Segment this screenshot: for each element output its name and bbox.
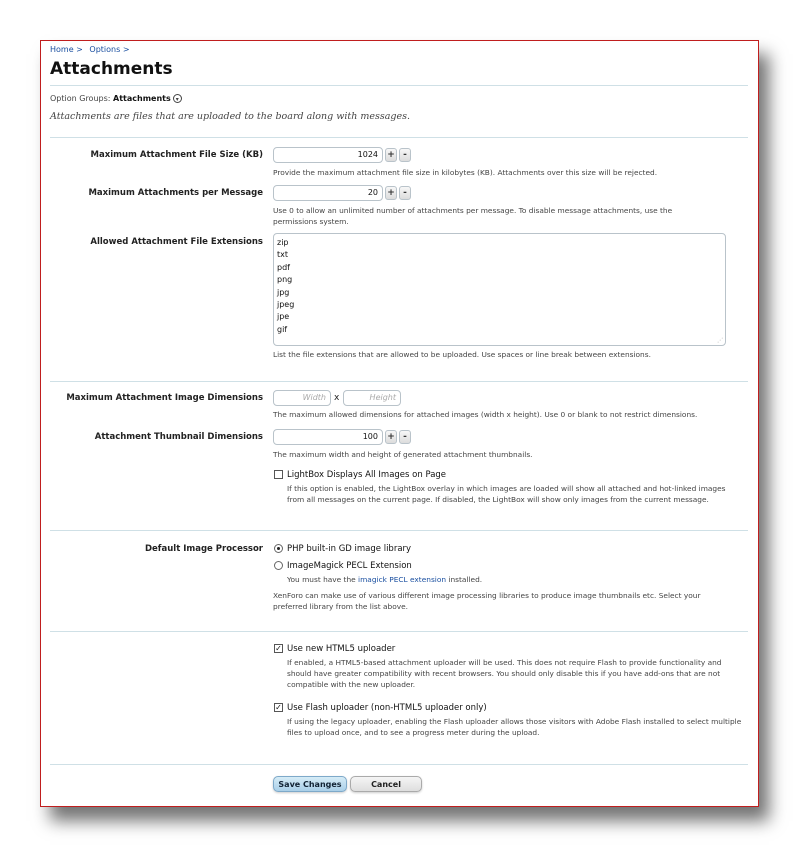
max-file-size-label: Maximum Attachment File Size (KB) — [90, 150, 263, 160]
max-per-message-label: Maximum Attachments per Message — [88, 188, 263, 198]
extension-item: jpe — [277, 312, 290, 322]
chevron-down-icon[interactable]: ▾ — [173, 94, 182, 103]
save-changes-button[interactable]: Save Changes — [273, 776, 347, 792]
extension-item: jpeg — [277, 299, 295, 309]
html5-uploader-checkbox[interactable]: ✓ — [275, 644, 282, 653]
gd-option-label[interactable]: PHP built-in GD image library — [287, 544, 412, 554]
breadcrumb — [50, 45, 134, 54]
html5-uploader-hint-line-3: compatible with the new uploader. — [287, 680, 416, 689]
lightbox-hint-line-1: If this option is enabled, the LightBox overlay in which images are loaded will show all attached and hot-linked images — [287, 484, 726, 493]
option-groups-value[interactable]: Attachments — [113, 94, 171, 103]
extensions-textarea[interactable] — [273, 233, 726, 346]
dimensions-separator: x — [334, 393, 340, 403]
lightbox-label[interactable]: LightBox Displays All Images on Page — [287, 470, 447, 480]
max-per-message-input[interactable]: 20 — [273, 185, 383, 201]
imagick-option-label[interactable]: ImageMagick PECL Extension — [287, 561, 412, 571]
thumbnail-input[interactable]: 100 — [273, 429, 383, 445]
thumbnail-decrement-button[interactable]: - — [399, 430, 411, 444]
imagick-note-prefix: You must have the — [287, 575, 356, 584]
html5-uploader-label[interactable]: Use new HTML5 uploader — [287, 644, 396, 654]
max-file-size-hint: Provide the maximum attachment file size in kilobytes (KB). Attachments over this size will be rejected. — [273, 168, 658, 177]
image-dimensions-hint: The maximum allowed dimensions for attached images (width x height). Use 0 or blank to not restrict dimensions. — [273, 410, 698, 419]
image-width-input[interactable]: Width — [273, 390, 331, 406]
thumbnail-hint: The maximum width and height of generated attachment thumbnails. — [273, 450, 533, 459]
max-per-message-hint: Use 0 to allow an unlimited number of attachments per message. To disable message attachments, use the permissions system. — [273, 206, 673, 226]
flash-uploader-checkbox[interactable]: ✓ — [275, 703, 282, 712]
imagick-extension-link[interactable]: imagick PECL extension — [358, 575, 447, 584]
breadcrumb-options[interactable]: Options > — [89, 45, 130, 54]
extension-item: jpg — [277, 287, 290, 297]
imagick-note-suffix: installed. — [448, 575, 483, 584]
lightbox-checkbox[interactable] — [274, 470, 283, 479]
image-height-input[interactable]: Height — [343, 390, 401, 406]
imagick-note — [287, 574, 482, 585]
max-per-message-increment-button[interactable]: + — [385, 186, 397, 200]
thumbnail-label: Attachment Thumbnail Dimensions — [94, 432, 263, 442]
cancel-button[interactable]: Cancel — [350, 776, 422, 792]
max-file-size-increment-button[interactable]: + — [385, 148, 397, 162]
breadcrumb-home[interactable]: Home > — [50, 45, 83, 54]
extensions-label: Allowed Attachment File Extensions — [90, 237, 263, 247]
html5-uploader-hint-line-2: should have greater compatibility with recent browsers. You should only disable this if you have add-ons that are not — [287, 669, 721, 678]
extension-item: zip — [277, 238, 289, 247]
divider — [50, 530, 748, 531]
lightbox-hint-line-2: from all messages on the current page. If disabled, the LightBox will show only images from the current message. — [287, 495, 709, 504]
resize-grip-icon[interactable]: ⋰ — [717, 337, 723, 344]
max-file-size-decrement-button[interactable]: - — [399, 148, 411, 162]
thumbnail-increment-button[interactable]: + — [385, 430, 397, 444]
extension-item: gif — [277, 324, 288, 334]
extensions-hint: List the file extensions that are allowed to be uploaded. Use spaces or line break between extensions. — [273, 350, 651, 359]
divider — [50, 764, 748, 765]
page-title: Attachments — [50, 59, 173, 79]
image-processor-hint-line-1: XenForo can make use of various different image processing libraries to produce image thumbnails etc. Select your — [273, 591, 701, 600]
extension-item: txt — [277, 250, 289, 260]
image-processor-hint-line-2: preferred library from the list above. — [273, 602, 409, 611]
options-panel — [40, 40, 759, 807]
imagick-radio[interactable] — [274, 561, 283, 570]
divider — [50, 137, 748, 138]
divider — [50, 85, 748, 86]
page-description: Attachments are files that are uploaded to the board along with messages. — [50, 111, 410, 122]
option-groups-label: Option Groups: — [50, 94, 111, 103]
divider — [50, 381, 748, 382]
max-file-size-input[interactable]: 1024 — [273, 147, 383, 163]
flash-uploader-hint-line-1: If using the legacy uploader, enabling the Flash uploader allows those visitors with Adobe Flash installed to select multiple — [287, 717, 742, 726]
extension-item: png — [277, 275, 293, 285]
flash-uploader-label[interactable]: Use Flash uploader (non-HTML5 uploader only) — [287, 703, 487, 713]
html5-uploader-hint-line-1: If enabled, a HTML5-based attachment uploader will be used. This does not require Flash to provide functionality and — [287, 658, 722, 667]
extension-item: pdf — [277, 262, 290, 272]
option-groups — [50, 94, 182, 103]
divider — [50, 631, 748, 632]
flash-uploader-hint-line-2: files to upload once, and to see a progress meter during the upload. — [287, 728, 540, 737]
image-processor-label: Default Image Processor — [144, 544, 263, 554]
gd-radio[interactable] — [274, 544, 283, 553]
image-dimensions-label: Maximum Attachment Image Dimensions — [66, 393, 263, 403]
max-per-message-decrement-button[interactable]: - — [399, 186, 411, 200]
